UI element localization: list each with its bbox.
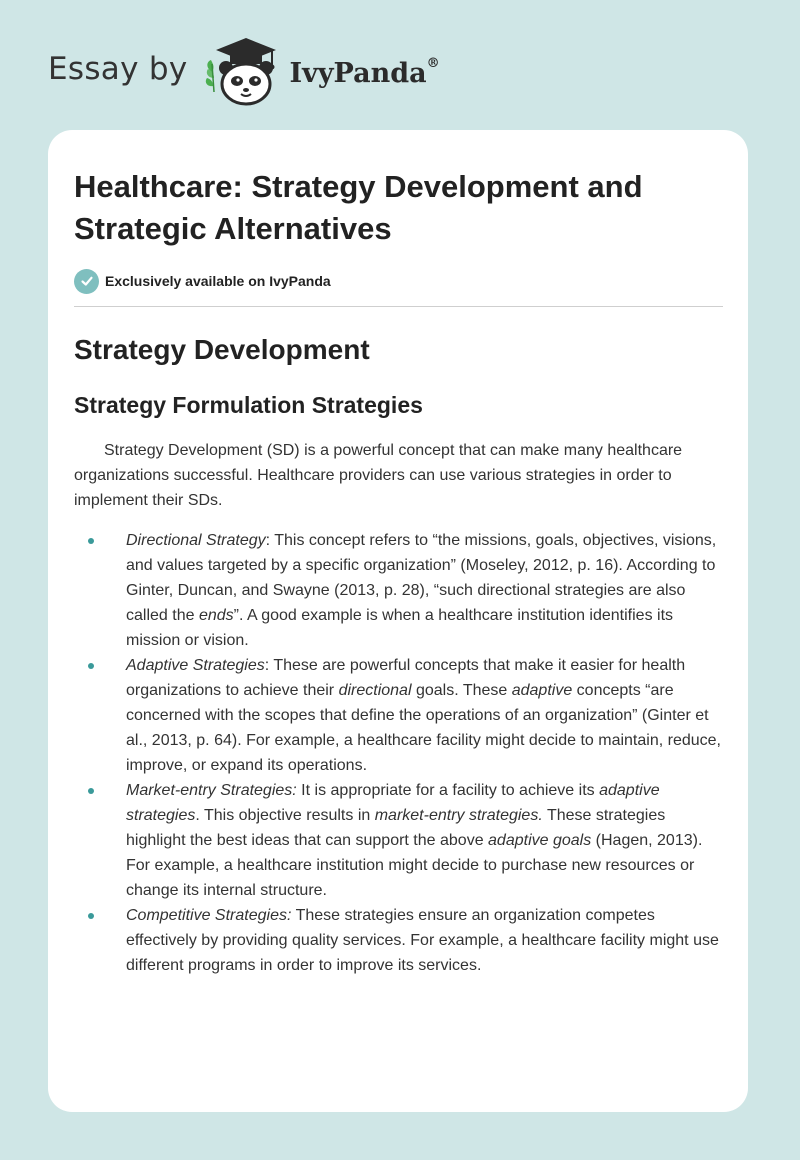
list-item-adaptive-strategies: Adaptive Strategies: These are powerful concepts that make it easier for health organizations to achieve their directional goals. These adaptive concepts “are concerned with the scopes that define the operations of an organization” (Ginter et al., 2013, p. 64). For example, a healthcare facility might decide to maintain, reduce, improve, or expand its operations. <box>74 653 723 778</box>
site-header <box>48 36 440 108</box>
list-item-competitive-strategies: Competitive Strategies: These strategies ensure an organization competes effectively by providing quality services. For example, a healthcare facility might use different programs in order to improve its services. <box>74 903 723 978</box>
registered-mark: ® <box>426 55 440 71</box>
page-title: Healthcare: Strategy Development and Strategic Alternatives <box>74 169 643 246</box>
bullet-icon <box>88 913 94 919</box>
panda-graduate-icon <box>202 34 286 111</box>
section-heading: Strategy Development <box>74 334 370 365</box>
strategy-list <box>74 528 723 978</box>
bullet-icon <box>88 538 94 544</box>
list-item-directional-strategy: Directional Strategy: This concept refers to “the missions, goals, objectives, visions, and values targeted by a specific organization” (Moseley, 2012, p. 16). According to Ginter, Duncan, and Swayne (2013, p. 28), “such directional strategies are also called the ends”. A good example is when a healthcare institution identifies its mission or vision. <box>74 528 723 653</box>
list-item-market-entry-strategies: Market-entry Strategies: It is appropriate for a facility to achieve its adaptive strategies. This objective results in market-entry strategies. These strategies highlight the best ideas that can support the above adaptive goals (Hagen, 2013). For example, a healthcare institution might decide to purchase new resources or change its internal structure. <box>74 778 723 903</box>
intro-paragraph: Strategy Development (SD) is a powerful concept that can make many healthcare organizations successful. Healthcare providers can use various strategies in order to implement their SDs. <box>74 442 683 509</box>
checkmark-icon <box>74 269 99 294</box>
article-card <box>48 130 748 1112</box>
bullet-icon <box>88 788 94 794</box>
bullet-icon <box>88 663 94 669</box>
ivypanda-logo[interactable] <box>202 34 440 111</box>
exclusive-text: Exclusively available on IvyPanda <box>105 273 331 289</box>
subsection-heading: Strategy Formulation Strategies <box>74 392 423 418</box>
divider <box>74 306 723 307</box>
exclusive-badge <box>74 268 723 294</box>
essay-by-label: Essay by <box>48 51 188 87</box>
brand-name: IvyPanda® <box>289 55 440 89</box>
